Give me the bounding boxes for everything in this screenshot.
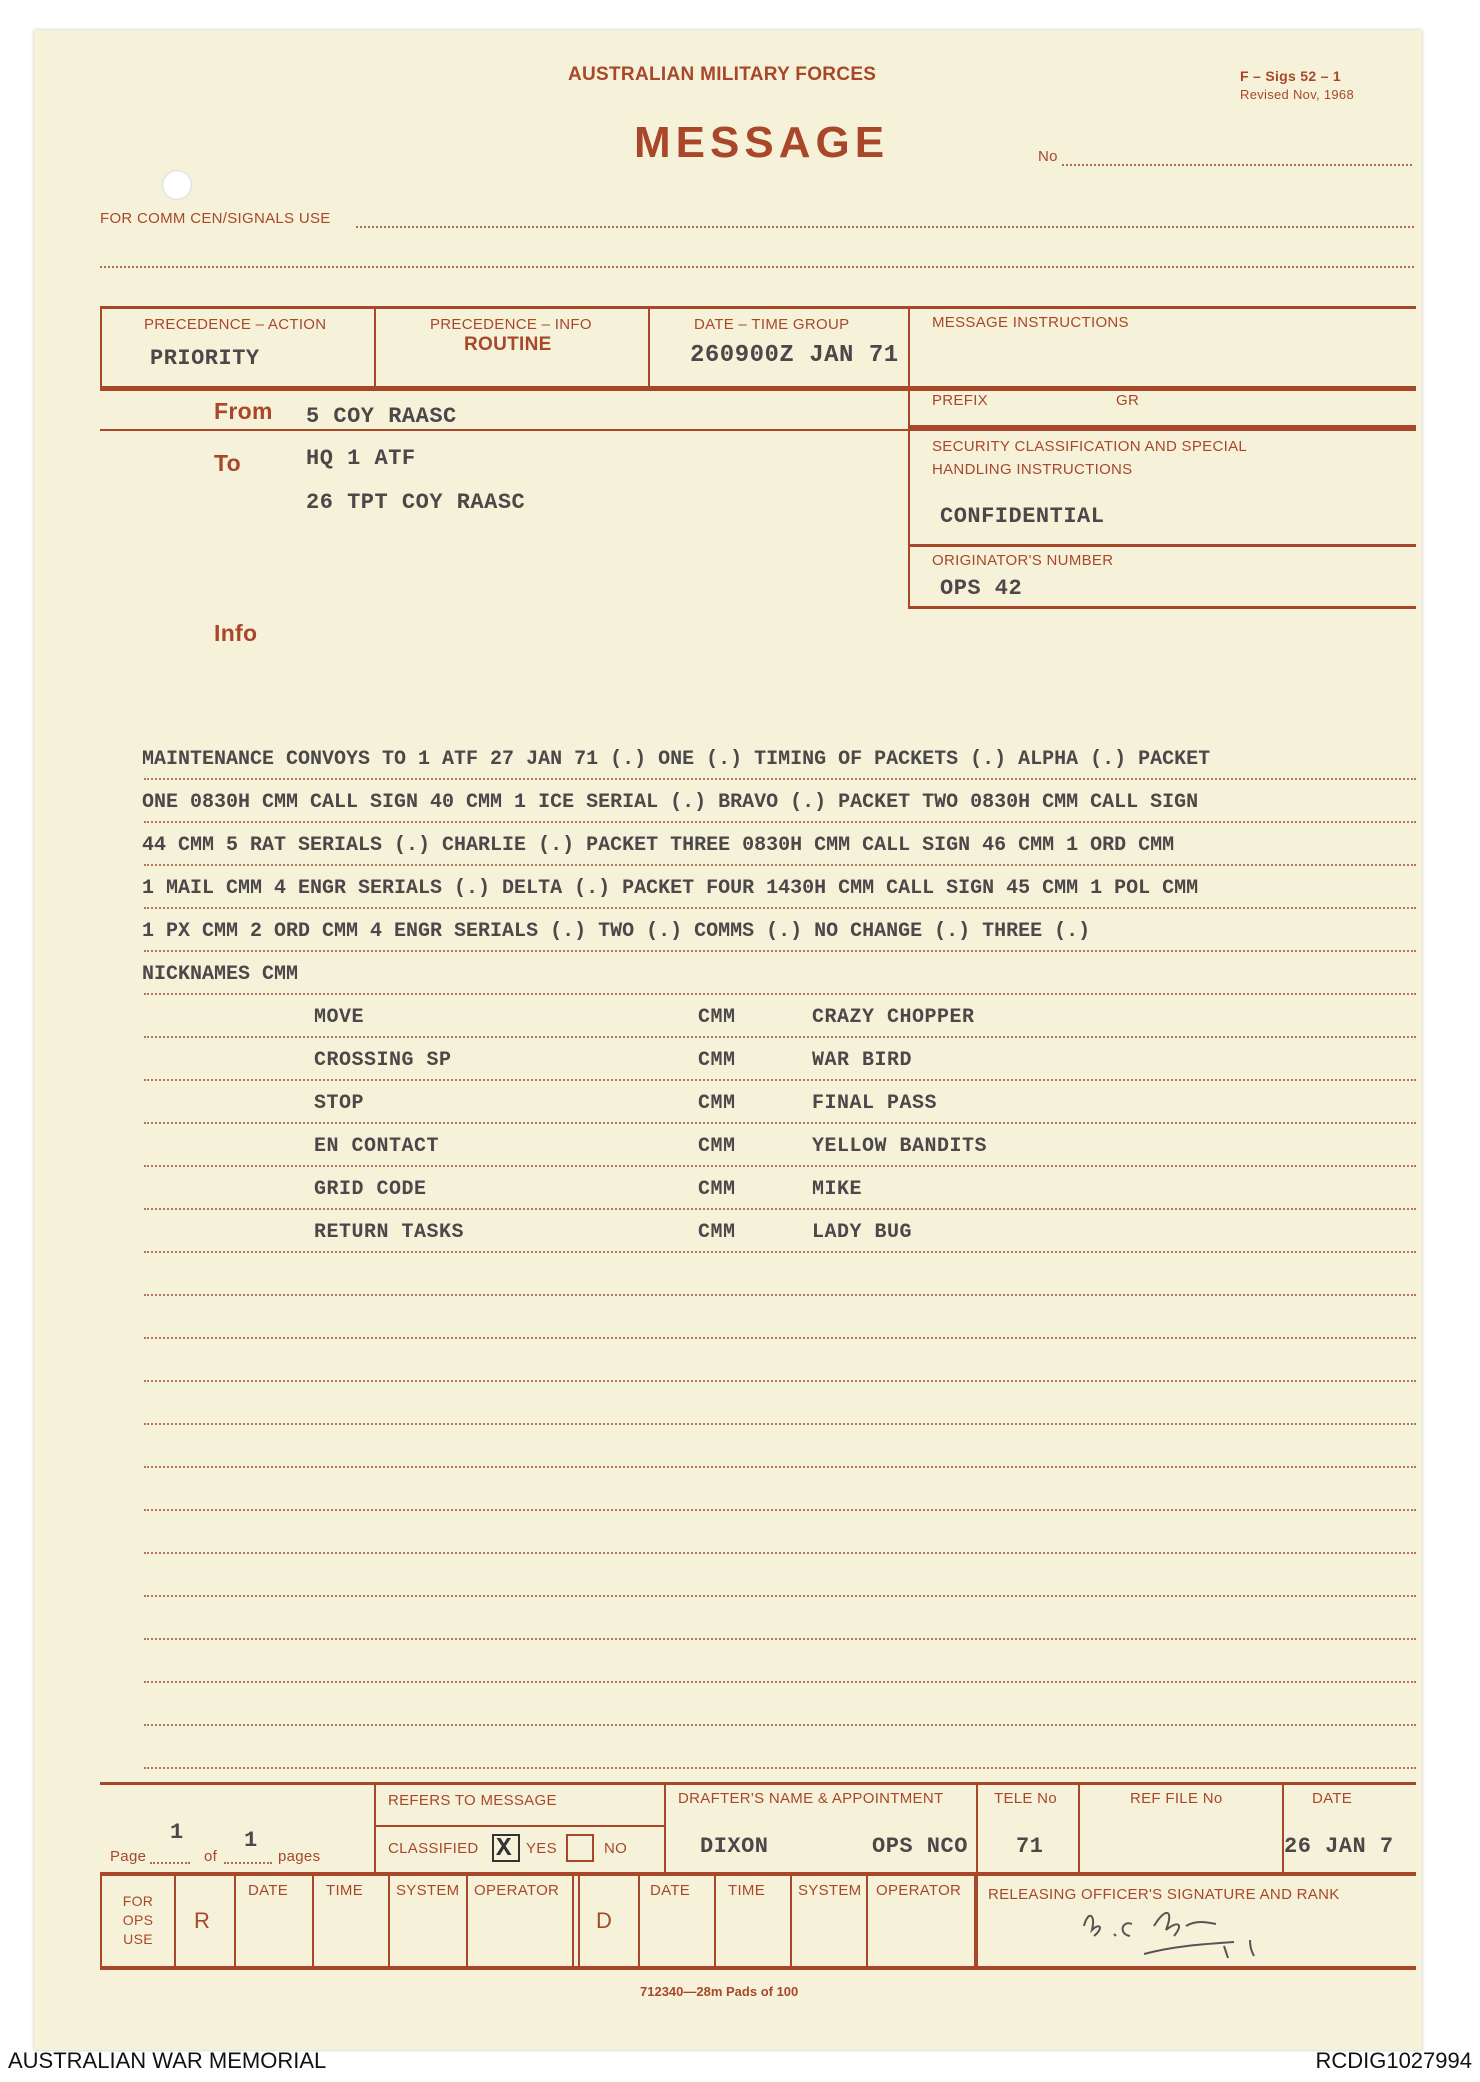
print-line: 712340—28m Pads of 100 [640,1984,799,1999]
date-value: 26 JAN 7 [1284,1834,1394,1859]
nickname-nickname: MIKE [812,1178,863,1201]
nickname-term: MOVE [314,1006,365,1029]
rule-ops-v-1 [234,1872,236,1970]
releasing-officer-label: RELEASING OFFICER'S SIGNATURE AND RANK [988,1886,1340,1903]
tele-value: 71 [1016,1834,1044,1859]
nickname-term: EN CONTACT [314,1135,440,1158]
nickname-term: CROSSING SP [314,1049,452,1072]
rule-ops-v-5b [578,1872,580,1970]
rule-ops-v-10 [974,1872,978,1970]
rule-security-bottom [908,544,1416,547]
nickname-nickname: WAR BIRD [812,1049,913,1072]
comm-cen-line-1 [356,226,1414,228]
drafter-label: DRAFTER'S NAME & APPOINTMENT [678,1790,944,1807]
ruled-line [144,907,1416,909]
to-label: To [214,450,241,476]
drafter-name: DIXON [700,1834,769,1859]
drafter-appointment: OPS NCO [872,1834,968,1859]
nickname-sep: CMM [698,1049,736,1072]
ruled-line [144,821,1416,823]
classified-no-label: NO [604,1840,628,1857]
nickname-nickname: CRAZY CHOPPER [812,1006,975,1029]
nickname-term: RETURN TASKS [314,1221,465,1244]
precedence-action-value: PRIORITY [150,346,260,371]
to-value-1: HQ 1 ATF [306,446,416,471]
originator-value: OPS 42 [940,576,1023,601]
ruled-line [144,1165,1416,1167]
ref-file-label: REF FILE No [1130,1790,1223,1807]
message-body-line: MAINTENANCE CONVOYS TO 1 ATF 27 JAN 71 (.) ONE (.) TIMING OF PACKETS (.) ALPHA (.) PACKET [142,748,1211,771]
r-time-label: TIME [326,1882,364,1899]
date-label: DATE [1312,1790,1353,1807]
classified-label: CLASSIFIED [388,1840,479,1857]
ruled-line [144,1079,1416,1081]
rule-ops-top [100,1872,1416,1876]
tele-label: TELE No [994,1790,1057,1807]
rule-refers-mid [374,1825,664,1827]
nickname-sep: CMM [698,1092,736,1115]
rule-ops-v-6 [638,1872,640,1970]
ruled-line [144,864,1416,866]
of-dots [224,1862,272,1864]
ruled-line [144,1036,1416,1038]
rule-bottom-top [100,1782,1416,1785]
refers-label: REFERS TO MESSAGE [388,1792,557,1809]
ruled-line [144,1122,1416,1124]
dtg-value: 260900Z JAN 71 [690,342,899,369]
ruled-line [144,1509,1416,1511]
info-label: Info [214,620,258,646]
r-label: R [194,1908,211,1933]
for-ops-use-line-2: OPS [122,1912,154,1928]
pages-label: pages [278,1848,321,1865]
rule-ops-v-3 [388,1872,390,1970]
r-system-label: SYSTEM [396,1882,460,1899]
ruled-line [144,1208,1416,1210]
page-dots [150,1862,190,1864]
message-form-paper [34,30,1422,2050]
ruled-line [144,1466,1416,1468]
message-body-line: 1 PX CMM 2 ORD CMM 4 ENGR SERIALS (.) TWO (.) COMMS (.) NO CHANGE (.) THREE (.) [142,920,1091,943]
of-value: 1 [244,1828,258,1853]
nickname-term: GRID CODE [314,1178,427,1201]
form-id: F – Sigs 52 – 1 [1240,68,1341,84]
page-label: Page [110,1848,147,1865]
rule-heavy [100,386,1416,391]
ruled-line [144,1337,1416,1339]
page-value: 1 [170,1820,184,1845]
nickname-sep: CMM [698,1178,736,1201]
rule-v-3 [908,306,910,606]
ruled-line [144,1251,1416,1253]
ruled-line [144,1595,1416,1597]
ruled-line [144,1380,1416,1382]
ruled-line [144,1724,1416,1726]
footer-left: AUSTRALIAN WAR MEMORIAL [8,2048,327,2073]
rule-prefix-bottom [908,425,1416,431]
classified-yes-label: YES [526,1840,557,1857]
nickname-sep: CMM [698,1135,736,1158]
rule-b-v-3 [976,1782,978,1872]
r-operator-label: OPERATOR [474,1882,560,1899]
precedence-action-label: PRECEDENCE – ACTION [144,316,327,333]
no-dotted-line [1062,164,1412,166]
releasing-officer-signature [1074,1896,1314,1966]
security-label-1: SECURITY CLASSIFICATION AND SPECIAL [932,438,1248,455]
rule-from-bottom [100,429,910,431]
d-label: D [596,1908,613,1933]
d-date-label: DATE [650,1882,691,1899]
nickname-sep: CMM [698,1006,736,1029]
rule-ops-v-4 [466,1872,468,1970]
rule-ops-v-2 [312,1872,314,1970]
punch-hole [162,170,192,200]
ruled-line [144,1294,1416,1296]
from-label: From [214,398,273,424]
precedence-info-label: PRECEDENCE – INFO [430,316,592,333]
classified-yes-mark: X [496,1833,512,1863]
no-label: No [1038,148,1058,165]
to-value-2: 26 TPT COY RAASC [306,490,526,515]
of-label: of [204,1848,218,1865]
ruled-line [144,1767,1416,1769]
ruled-line [144,1552,1416,1554]
form-title: MESSAGE [634,118,890,167]
originator-label: ORIGINATOR'S NUMBER [932,552,1114,569]
prefix-label: PREFIX [932,392,988,409]
for-ops-use-label [118,1892,158,1949]
footer-right: RCDIG1027994 [1315,2048,1472,2073]
dtg-label: DATE – TIME GROUP [694,316,850,333]
precedence-info-value: ROUTINE [464,334,552,355]
message-body-line: NICKNAMES CMM [142,963,299,986]
rule-v-2 [648,306,650,390]
classified-no-checkbox[interactable] [566,1834,594,1862]
security-label-2: HANDLING INSTRUCTIONS [932,461,1133,478]
comm-cen-label: FOR COMM CEN/SIGNALS USE [100,210,331,227]
ruled-line [144,778,1416,780]
r-date-label: DATE [248,1882,289,1899]
ruled-line [144,1638,1416,1640]
form-revised: Revised Nov, 1968 [1240,87,1354,102]
classified-yes-checkbox[interactable] [492,1834,520,1862]
rule-b-v-1 [374,1782,376,1872]
rule-ops-v-7 [714,1872,716,1970]
rule-ops-v-9 [866,1872,868,1970]
ruled-line [144,993,1416,995]
d-system-label: SYSTEM [798,1882,862,1899]
for-ops-use-line-1: FOR [122,1893,154,1909]
message-instructions-label: MESSAGE INSTRUCTIONS [932,314,1129,331]
message-body-line: 1 MAIL CMM 4 ENGR SERIALS (.) DELTA (.) PACKET FOUR 1430H CMM CALL SIGN 45 CMM 1 POL CMM [142,877,1199,900]
nickname-term: STOP [314,1092,365,1115]
for-ops-use-line-3: USE [123,1931,153,1947]
ruled-line [144,1681,1416,1683]
rule-ops-v-8 [790,1872,792,1970]
rule-b-v-2 [664,1782,666,1872]
rule-b-v-4 [1078,1782,1080,1872]
rule-originator-bottom [908,606,1416,609]
rule-ops-v-5 [572,1872,574,1970]
from-value: 5 COY RAASC [306,404,457,429]
message-body-line: 44 CMM 5 RAT SERIALS (.) CHARLIE (.) PACKET THREE 0830H CMM CALL SIGN 46 CMM 1 ORD CMM [142,834,1175,857]
rule-ops-left [100,1872,102,1970]
comm-cen-line-2 [100,266,1414,268]
rule-v-left [100,306,102,390]
rule-ops-v-r [174,1872,176,1970]
rule-ops-bottom [100,1966,1416,1970]
nickname-sep: CMM [698,1221,736,1244]
nickname-nickname: YELLOW BANDITS [812,1135,988,1158]
ruled-line [144,1423,1416,1425]
ruled-line [144,950,1416,952]
message-body-line: ONE 0830H CMM CALL SIGN 40 CMM 1 ICE SERIAL (.) BRAVO (.) PACKET TWO 0830H CMM CALL SIGN [142,791,1199,814]
d-operator-label: OPERATOR [876,1882,962,1899]
security-value: CONFIDENTIAL [940,504,1105,529]
nickname-nickname: FINAL PASS [812,1092,938,1115]
org-heading: AUSTRALIAN MILITARY FORCES [568,64,877,85]
rule-v-1 [374,306,376,390]
nickname-nickname: LADY BUG [812,1221,913,1244]
gr-label: GR [1116,392,1140,409]
d-time-label: TIME [728,1882,766,1899]
rule-top [100,306,1416,309]
